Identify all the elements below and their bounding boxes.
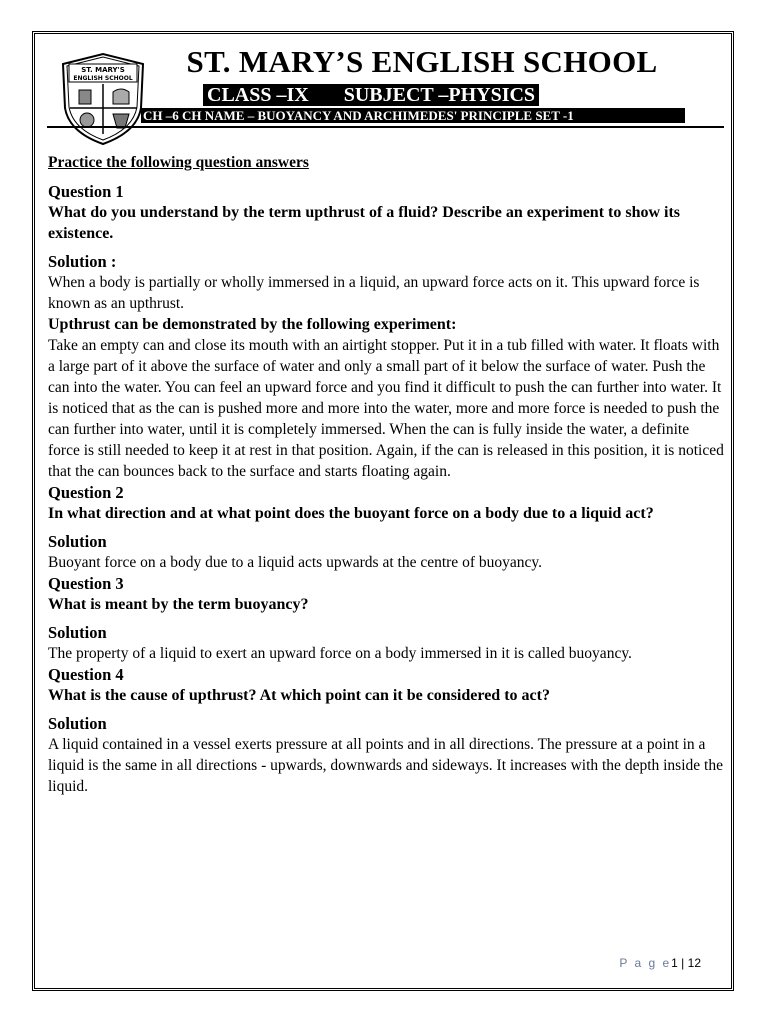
solution-2-label: Solution <box>48 532 107 551</box>
experiment-text: Take an empty can and close its mouth with an airtight stopper. Put it in a tub filled with water. It floats with a large part of it above the surface of water and only a small part of it below the surface of water. Push the can into the water. You can feel an upward force and you find it difficult to push the can further into water. It is noticed that as the can is pushed more and more into the water, more and more force is needed to push the can further into water, until it is completely immersed. When the can is fully inside the water, a definite force is still needed to keep it at rest in that position. Again, if the can is released in this position, it is noticed that the can bounces back to the surface and starts floating again. <box>48 337 724 480</box>
header-divider <box>47 126 724 128</box>
page-word: P a g e <box>619 956 672 970</box>
question-1-label: Question 1 <box>48 182 124 201</box>
chapter-banner: CH –6 CH NAME – BUOYANCY AND ARCHIMEDES' PRINCIPLE SET -1 <box>141 108 685 123</box>
page-total: 12 <box>687 956 701 970</box>
class-subject-banner: CLASS –IX SUBJECT –PHYSICS <box>203 84 539 106</box>
solution-3-text: The property of a liquid to exert an upward force on a body immersed in it is called buoyancy. <box>48 645 632 662</box>
solution-1-label: Solution : <box>48 252 117 271</box>
question-4-text: What is the cause of upthrust? At which point can it be considered to act? <box>48 687 550 704</box>
question-4-label: Question 4 <box>48 665 124 684</box>
page-number: 1 <box>671 956 678 970</box>
solution-2-text: Buoyant force on a body due to a liquid acts upwards at the centre of buoyancy. <box>48 554 542 571</box>
logo-text-mid: ENGLISH SCHOOL <box>73 75 133 82</box>
question-1-text: What do you understand by the term upthrust of a fluid? Describe an experiment to show its existence. <box>48 204 681 242</box>
page-footer <box>619 956 701 970</box>
solution-1-text: When a body is partially or wholly immersed in a liquid, an upward force acts on it. This upward force is known as an upthrust. <box>48 274 700 312</box>
question-2-text: In what direction and at what point does the buoyant force on a body due to a liquid act? <box>48 505 654 522</box>
question-3-label: Question 3 <box>48 574 124 593</box>
experiment-heading: Upthrust can be demonstrated by the following experiment: <box>48 316 457 333</box>
solution-4-label: Solution <box>48 714 107 733</box>
question-2-label: Question 2 <box>48 483 124 502</box>
page-separator: | <box>681 956 685 970</box>
logo-text-top: ST. MARY'S <box>81 66 125 74</box>
question-3-text: What is meant by the term buoyancy? <box>48 596 309 613</box>
school-name: ST. MARY’S ENGLISH SCHOOL <box>186 44 658 79</box>
solution-4-text: A liquid contained in a vessel exerts pressure at all points and in all directions. The pressure at a point in a liquid is the same in all directions - upwards, downwards and sideways. It increases with the depth inside the liquid. <box>48 736 723 795</box>
school-crest-logo <box>57 50 149 146</box>
solution-3-label: Solution <box>48 623 107 642</box>
document-page <box>32 31 734 991</box>
practice-heading: Practice the following question answers <box>48 154 309 171</box>
content-body <box>48 152 724 797</box>
